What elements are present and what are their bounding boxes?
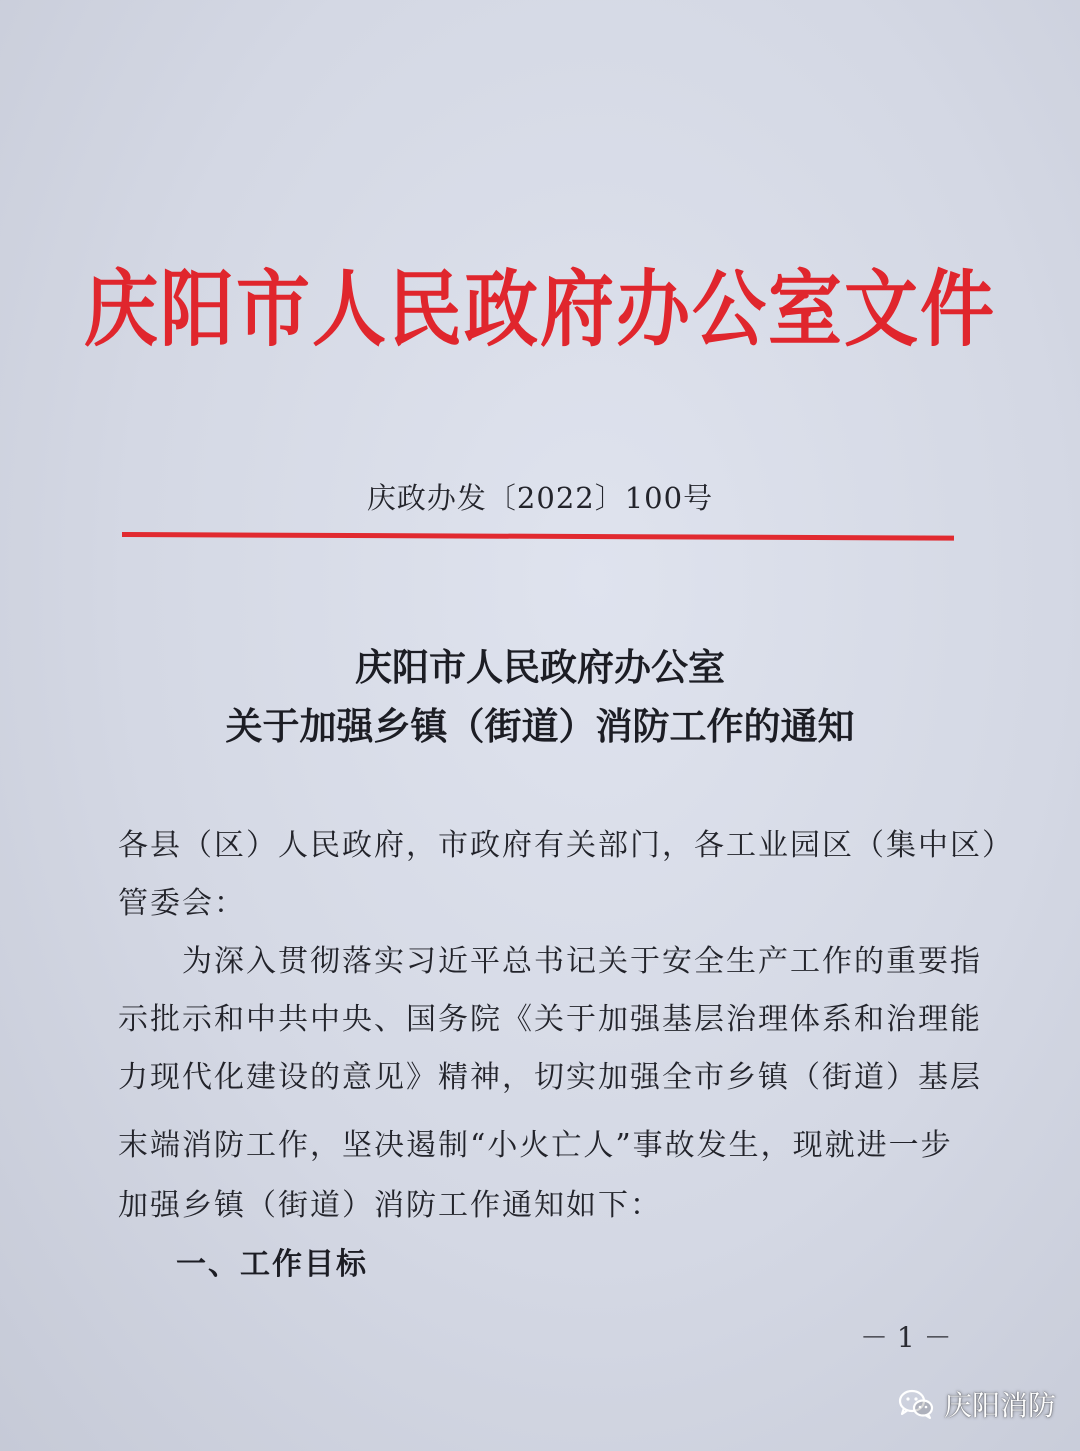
- body-line: 各县（区）人民政府，市政府有关部门，各工业园区（集中区）: [118, 828, 1014, 863]
- body-line: 为深入贯彻落实习近平总书记关于安全生产工作的重要指: [118, 944, 982, 979]
- body-line: 末端消防工作，坚决遏制“小火亡人”事故发生，现就进一步: [118, 1128, 953, 1163]
- notice-title-line-1: 庆阳市人民政府办公室: [355, 646, 725, 689]
- document-number: 庆政办发〔2022〕100号: [366, 481, 714, 515]
- body-line: 力现代化建设的意见》精神，切实加强全市乡镇（街道）基层: [118, 1060, 982, 1095]
- section-heading: 一、工作目标: [176, 1247, 368, 1282]
- body-line: 加强乡镇（街道）消防工作通知如下：: [118, 1188, 662, 1223]
- body-line: 管委会：: [118, 886, 246, 921]
- watermark-label: 庆阳消防: [944, 1389, 1057, 1422]
- issuer-header: 庆阳市人民政府办公室文件: [84, 261, 996, 359]
- wechat-icon: [898, 1388, 934, 1420]
- body-line: 示批示和中共中央、国务院《关于加强基层治理体系和治理能: [118, 1002, 982, 1037]
- notice-title-line-2: 关于加强乡镇（街道）消防工作的通知: [225, 705, 855, 748]
- red-separator-line: [122, 532, 954, 541]
- source-watermark: [898, 1384, 1056, 1424]
- page-number: － 1 －: [860, 1321, 952, 1354]
